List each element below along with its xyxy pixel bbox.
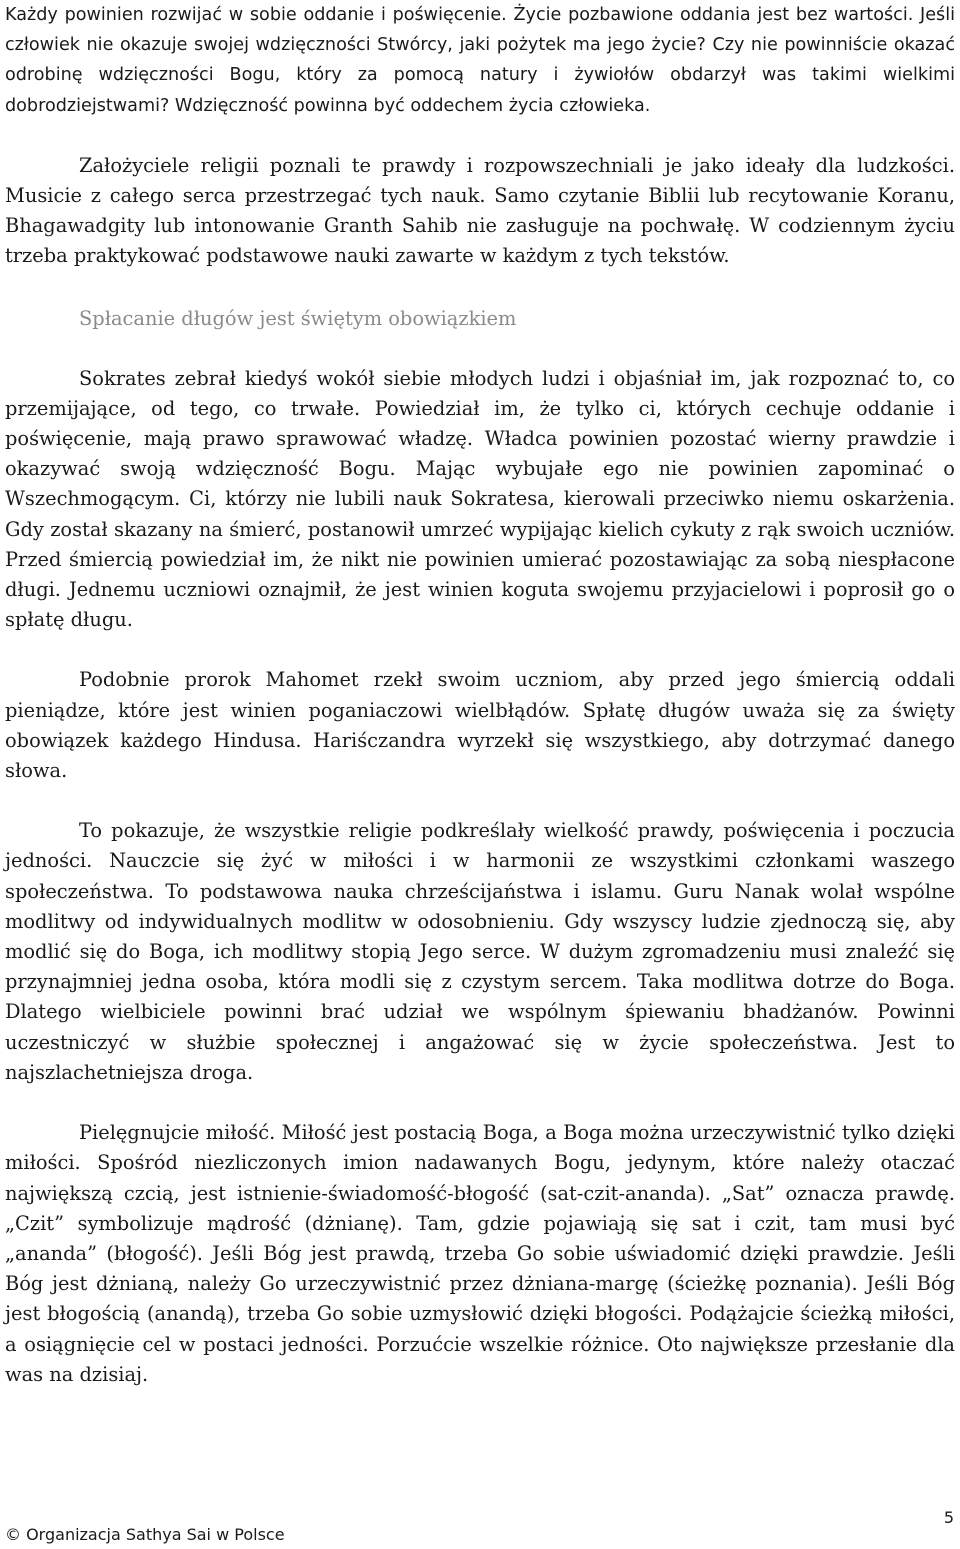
paragraph-gratitude: Każdy powinien rozwijać w sobie oddanie i poświęcenie. Życie pozbawione oddania jest bez wartości. Jeśli człowiek nie okazuje swojej wdzięczności Stwórcy, jaki pożytek ma jego życie? Czy nie powinniście okazać odrobinę wdzięczności Bogu, który za pomocą natury i żywiołów obdarzył was takimi wielkimi dobrodziejstwami? Wdzięczność powinna być oddechem życia człowieka. xyxy=(5,5,955,116)
document-page xyxy=(5,0,955,1390)
paragraph-socrates: Sokrates zebrał kiedyś wokół siebie młodych ludzi i objaśniał im, jak rozpoznać to, co przemijające, od tego, co trwałe. Powiedział im, że tylko ci, których cechuje oddanie i poświęcenie, mają prawo sprawować władzę. Władca powinien pozostać wierny prawdzie i okazywać swoją wdzięczność Bogu. Mając wybujałe ego nie powinien zapominać o Wszechmogącym. Ci, którzy nie lubili nauk Sokratesa, kierowali przeciwko niemu oskarżenia. Gdy został skazany na śmierć, postanowił umrzeć wypijając kielich cykuty z rąk swoich uczniów. Przed śmiercią powiedział im, że nikt nie powinien umierać pozostawiając za sobą niespłacone długi. Jednemu uczniowi oznajmił, że jest winien koguta swojemu przyjacielowi i poprosił go o spłatę długu. xyxy=(5,366,955,632)
footer-copyright: © Organizacja Sathya Sai w Polsce xyxy=(5,1525,285,1544)
section-heading: Spłacanie długów jest świętym obowiązkiem xyxy=(79,306,517,330)
page-number: 5 xyxy=(943,1508,954,1527)
paragraph-mahomet: Podobnie prorok Mahomet rzekł swoim uczniom, aby przed jego śmiercią oddali pieniądze, które jest winien poganiaczowi wielbłądów. Spłatę długów uważa się za święty obowiązek każdego Hindusa. Hariśczandra wyrzekł się wszystkiego, aby dotrzymać danego słowa. xyxy=(5,668,955,783)
paragraph-love: Pielęgnujcie miłość. Miłość jest postacią Boga, a Boga można urzeczywistnić tylko dzięki miłości. Spośród niezliczonych imion nadawanych Bogu, jedynym, które należy otaczać największą czcią, jest istnienie-świadomość-błogość (sat-czit-ananda). „Sat” oznacza prawdę. „Czit” symbolizuje mądrość (dżnianę). Tam, gdzie pojawiają się sat i czit, tam musi być „ananda” (błogość). Jeśli Bóg jest prawdą, trzeba Go sobie uświadomić dzięki prawdzie. Jeśli Bóg jest dżnianą, należy Go urzeczywistnić przez dżniana-margę (ścieżkę poznania). Jeśli Bóg jest błogością (anandą), trzeba Go sobie uzmysłowić dzięki błogości. Podążajcie ścieżką miłości, a osiągnięcie cel w postaci jedności. Porzućcie wszelkie różnice. Oto największe przesłanie dla was na dzisiaj. xyxy=(5,1121,955,1386)
paragraph-religions: To pokazuje, że wszystkie religie podkreślały wielkość prawdy, poświęcenia i poczucia jedności. Nauczcie się żyć w miłości i w harmonii ze wszystkimi członkami waszego społeczeństwa. To podstawowa nauka chrześcijaństwa i islamu. Guru Nanak wolał wspólne modlitwy od indywidualnych modlitw w odosobnieniu. Gdy wszyscy ludzie zjednoczą się, aby modlić się do Boga, ich modlitwy stopią Jego serce. W dużym zgromadzeniu musi znaleźć się przynajmniej jedna osoba, która modli się z czystym sercem. Taka modlitwa dotrze do Boga. Dlatego wielbiciele powinni brać udział we wspólnym śpiewaniu bhadżanów. Powinni uczestniczyć w służbie społecznej i angażować się w życie społeczeństwa. Jest to najszlachetniejsza droga. xyxy=(5,819,955,1084)
paragraph-founders: Założyciele religii poznali te prawdy i rozpowszechniali je jako ideały dla ludzkości. Musicie z całego serca przestrzegać tych nauk. Samo czytanie Biblii lub recytowanie Koranu, Bhagawadgity lub intonowanie Granth Sahib nie zasługuje na pochwałę. W codziennym życiu trzeba praktykować podstawowe nauki zawarte w każdym z tych tekstów. xyxy=(5,153,955,268)
